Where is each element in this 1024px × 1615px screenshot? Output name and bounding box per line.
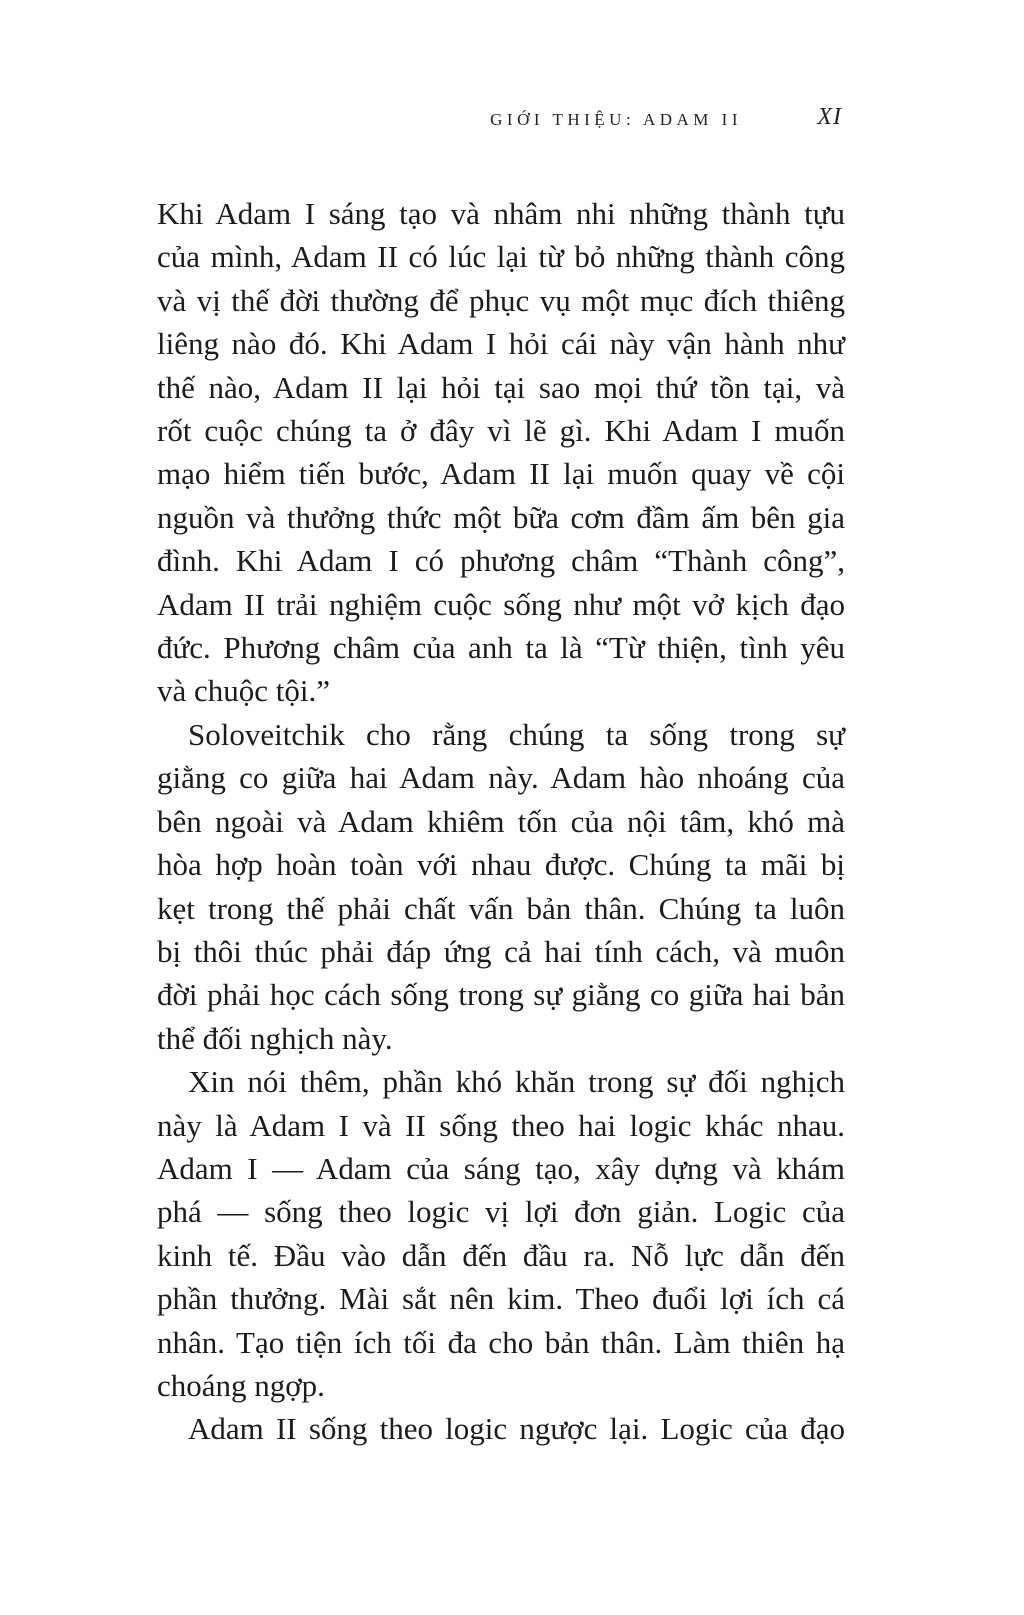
text-line: nguồn và thưởng thức một bữa cơm đầm ấm bên gia	[157, 499, 845, 535]
text-line: Adam II sống theo logic ngược lại. Logic của đạo	[188, 1411, 845, 1447]
text-line: của mình, Adam II có lúc lại từ bỏ những thành công	[157, 239, 845, 275]
text-line: hòa hợp hoàn toàn với nhau được. Chúng ta mãi bị	[157, 847, 845, 883]
text-line: giằng co giữa hai Adam này. Adam hào nhoáng của	[157, 760, 845, 796]
text-line: Adam II trải nghiệm cuộc sống như một vở kịch đạo	[157, 586, 845, 622]
text-line: Khi Adam I sáng tạo và nhâm nhi những thành tựu	[157, 196, 845, 231]
text-line: này là Adam I và II sống theo hai logic khác nhau.	[157, 1107, 845, 1143]
text-line: và chuộc tội.”	[157, 673, 331, 709]
running-title: GIỚI THIỆU: ADAM II	[490, 110, 742, 129]
body-text	[157, 192, 845, 1451]
text-line: liêng nào đó. Khi Adam I hỏi cái này vận hành như	[157, 326, 845, 362]
text-line: choáng ngợp.	[157, 1367, 325, 1403]
text-line: đức. Phương châm của anh ta là “Từ thiện, tình yêu	[157, 630, 845, 666]
paragraph	[157, 1060, 845, 1407]
paragraph	[157, 713, 845, 1060]
text-line: phá — sống theo logic vị lợi đơn giản. Logic của	[157, 1194, 845, 1230]
text-line: Xin nói thêm, phần khó khăn trong sự đối nghịch	[188, 1064, 845, 1100]
text-line: đời phải học cách sống trong sự giằng co giữa hai bản	[157, 977, 845, 1013]
text-line: kinh tế. Đầu vào dẫn đến đầu ra. Nỗ lực dẫn đến	[157, 1237, 845, 1273]
text-line: và vị thế đời thường để phục vụ một mục đích thiêng	[157, 282, 845, 318]
text-line: bị thôi thúc phải đáp ứng cả hai tính cách, và muôn	[157, 933, 845, 969]
text-line: rốt cuộc chúng ta ở đây vì lẽ gì. Khi Adam I muốn	[157, 413, 845, 449]
text-line: thể đối nghịch này.	[157, 1020, 393, 1056]
text-line: bên ngoài và Adam khiêm tốn của nội tâm, khó mà	[157, 803, 845, 839]
text-line: thế nào, Adam II lại hỏi tại sao mọi thứ tồn tại, và	[157, 369, 845, 405]
paragraph	[157, 1407, 845, 1450]
text-line: nhân. Tạo tiện ích tối đa cho bản thân. Làm thiên hạ	[157, 1324, 845, 1360]
text-line: Soloveitchik cho rằng chúng ta sống trong sự	[188, 716, 845, 752]
text-line: phần thưởng. Mài sắt nên kim. Theo đuổi lợi ích cá	[157, 1281, 845, 1317]
text-line: Adam I — Adam của sáng tạo, xây dựng và khám	[157, 1150, 845, 1186]
text-line: đình. Khi Adam I có phương châm “Thành công”,	[157, 543, 845, 579]
text-line: mạo hiểm tiến bước, Adam II lại muốn quay về cội	[157, 456, 845, 492]
page-number: XI	[817, 104, 842, 130]
text-line: kẹt trong thế phải chất vấn bản thân. Chúng ta luôn	[157, 890, 845, 926]
paragraph	[157, 192, 845, 713]
running-head	[156, 104, 846, 134]
